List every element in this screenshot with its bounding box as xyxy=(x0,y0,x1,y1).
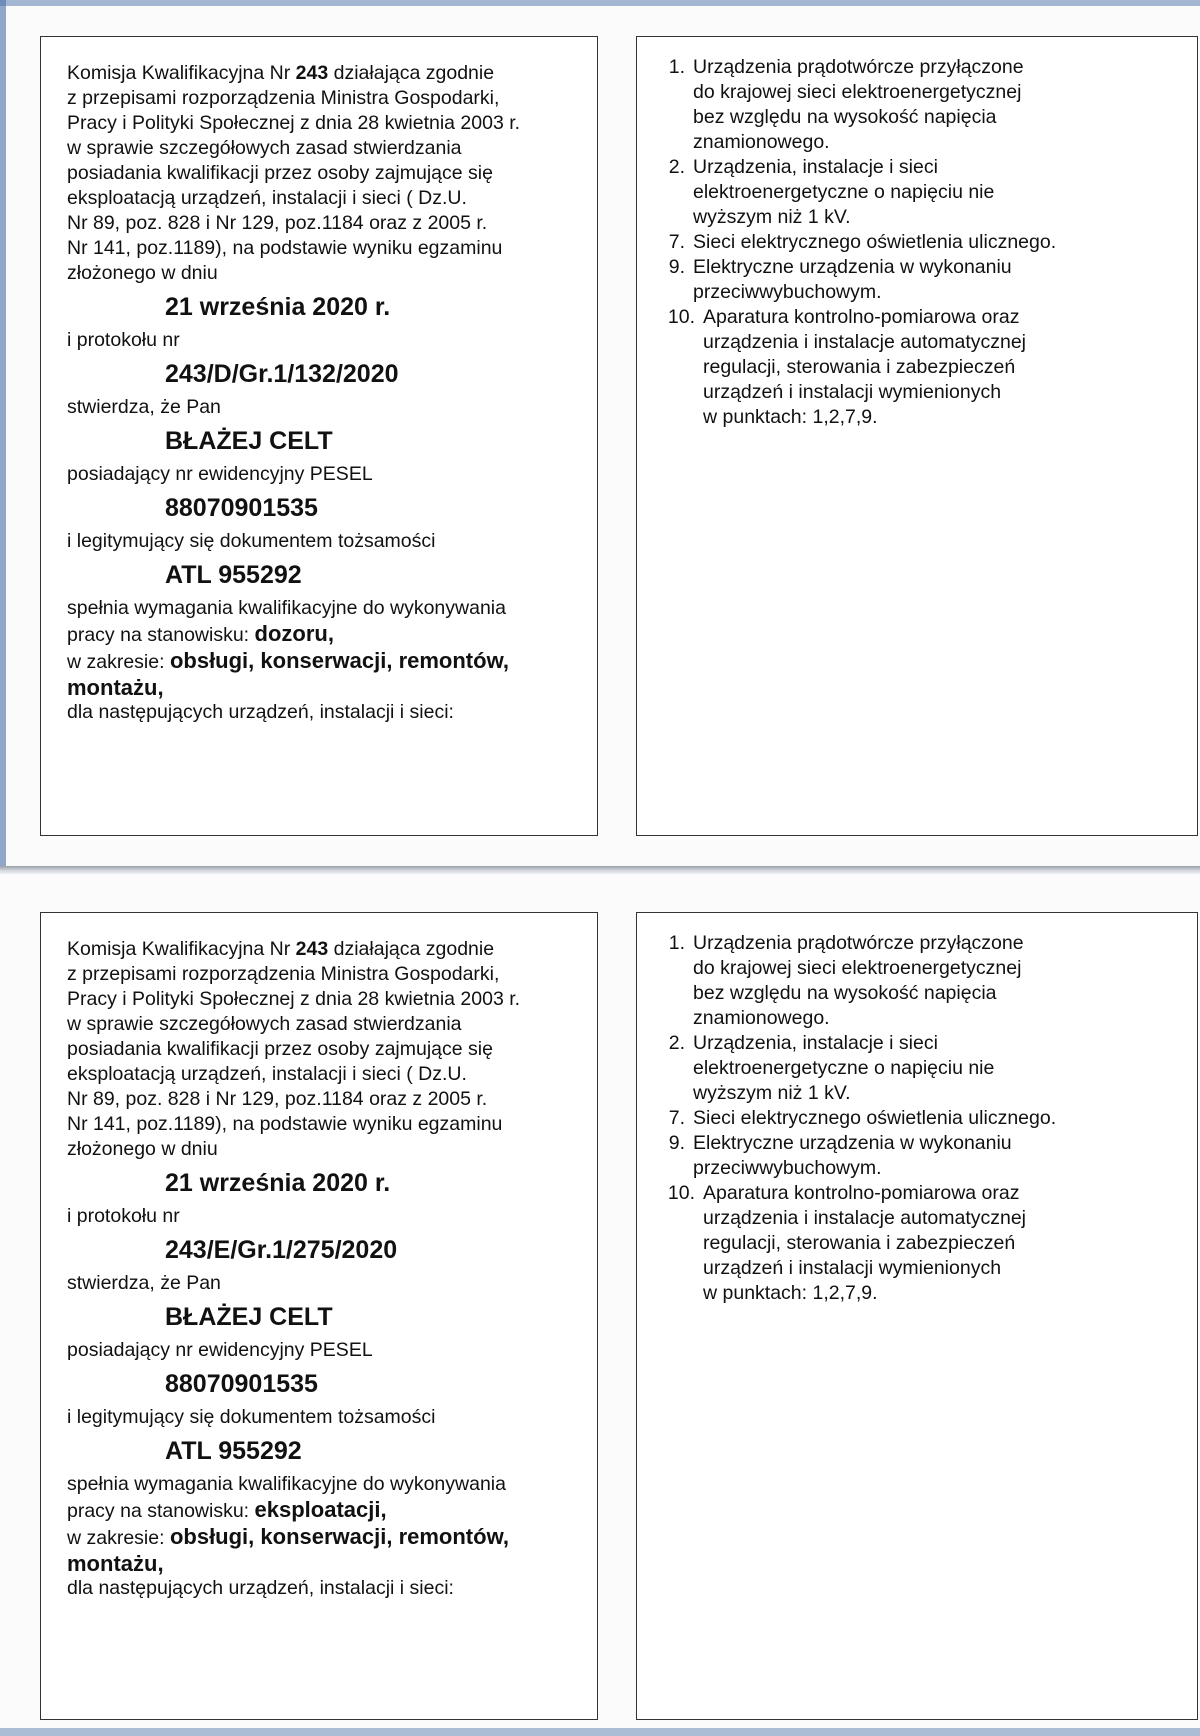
statement-label: stwierdza, że Pan xyxy=(67,1272,221,1294)
devices-list xyxy=(657,931,1187,1306)
protocol-label: i protokołu nr xyxy=(67,1205,180,1227)
sheet-divider xyxy=(0,866,1200,874)
body-line: Nr 89, poz. 828 i Nr 129, poz.1184 oraz z 2005 r. xyxy=(67,1088,488,1110)
body-line: złożonego w dniu xyxy=(67,1138,218,1160)
list-item: 9. Elektryczne urządzenia w wykonaniu przeciwwybuchowym. xyxy=(668,1132,1012,1179)
sleeve-edge xyxy=(0,1728,1200,1736)
body-line: posiadania kwalifikacji przez osoby zajmujące się xyxy=(67,162,493,184)
certificate-back-dozor xyxy=(636,36,1198,836)
body-line: eksploatacją urządzeń, instalacji i sieci ( Dz.U. xyxy=(67,1063,467,1085)
pesel-number: 88070901535 xyxy=(165,1370,318,1398)
id-label: i legitymujący się dokumentem tożsamości xyxy=(67,1406,436,1428)
exam-date: 21 września 2020 r. xyxy=(165,293,391,321)
devices-label: dla następujących urządzeń, instalacji i sieci: xyxy=(67,1577,454,1599)
certificate-back-eksploatacja xyxy=(636,912,1198,1720)
position-line: pracy na stanowisku: eksploatacji, xyxy=(67,1497,387,1522)
certificate-front-dozor xyxy=(40,36,598,836)
sleeve-edge xyxy=(0,0,6,866)
position-line: pracy na stanowisku: dozoru, xyxy=(67,621,334,646)
position-value: eksploatacji, xyxy=(254,1497,387,1522)
body-line: z przepisami rozporządzenia Ministra Gospodarki, xyxy=(67,963,500,985)
id-number: ATL 955292 xyxy=(165,561,302,589)
position-value: dozoru, xyxy=(254,621,334,646)
list-item: 2. Urządzenia, instalacje i sieci elektroenergetyczne o napięciu nie wyższym niż 1 kV. xyxy=(668,156,995,228)
list-item: 7. Sieci elektrycznego oświetlenia ulicznego. xyxy=(668,231,1057,253)
list-item: 1. Urządzenia prądotwórcze przyłączone do krajowej sieci elektroenergetycznej bez względu na wysokość napięcia znamionowego. xyxy=(668,932,1024,1029)
holder-name: BŁAŻEJ CELT xyxy=(165,1303,333,1331)
body-line: Nr 89, poz. 828 i Nr 129, poz.1184 oraz z 2005 r. xyxy=(67,212,488,234)
protocol-number: 243/E/Gr.1/275/2020 xyxy=(165,1236,398,1264)
requirement-line: spełnia wymagania kwalifikacyjne do wykonywania xyxy=(67,1473,506,1495)
body-line: Nr 141, poz.1189), na podstawie wyniku egzaminu xyxy=(67,1113,503,1135)
intro-line: Komisja Kwalifikacyjna Nr 243 działająca zgodnie xyxy=(67,62,495,84)
scope-value: obsługi, konserwacji, remontów, xyxy=(169,648,509,673)
scope-continuation: montażu, xyxy=(67,1551,164,1576)
holder-name: BŁAŻEJ CELT xyxy=(165,427,333,455)
body-line: w sprawie szczegółowych zasad stwierdzania xyxy=(67,1013,462,1035)
body-line: z przepisami rozporządzenia Ministra Gospodarki, xyxy=(67,87,500,109)
body-line: w sprawie szczegółowych zasad stwierdzania xyxy=(67,137,462,159)
list-item: 9. Elektryczne urządzenia w wykonaniu przeciwwybuchowym. xyxy=(668,256,1012,303)
list-item: 1. Urządzenia prądotwórcze przyłączone do krajowej sieci elektroenergetycznej bez względu na wysokość napięcia znamionowego. xyxy=(668,56,1024,153)
requirement-line: spełnia wymagania kwalifikacyjne do wykonywania xyxy=(67,597,506,619)
id-number: ATL 955292 xyxy=(165,1437,302,1465)
body-line: posiadania kwalifikacji przez osoby zajmujące się xyxy=(67,1038,493,1060)
body-line: Pracy i Polityki Społecznej z dnia 28 kwietnia 2003 r. xyxy=(67,988,521,1010)
body-line: złożonego w dniu xyxy=(67,262,218,284)
devices-label: dla następujących urządzeń, instalacji i sieci: xyxy=(67,701,454,723)
body-line: Pracy i Polityki Społecznej z dnia 28 kwietnia 2003 r. xyxy=(67,112,521,134)
body-line: Nr 141, poz.1189), na podstawie wyniku egzaminu xyxy=(67,237,503,259)
list-item: 2. Urządzenia, instalacje i sieci elektroenergetyczne o napięciu nie wyższym niż 1 kV. xyxy=(668,1032,995,1104)
list-item: 10. Aparatura kontrolno-pomiarowa oraz urządzenia i instalacje automatycznej regulacji, sterowania i zabezpieczeń urządzeń i instalacji wymienionych w punktach: 1,2,7,9. xyxy=(667,1182,1027,1304)
scope-continuation: montażu, xyxy=(67,675,164,700)
pesel-label: posiadający nr ewidencyjny PESEL xyxy=(67,1339,373,1361)
devices-list xyxy=(657,55,1187,430)
list-item: 10. Aparatura kontrolno-pomiarowa oraz urządzenia i instalacje automatycznej regulacji, sterowania i zabezpieczeń urządzeń i instalacji wymienionych w punktach: 1,2,7,9. xyxy=(667,306,1027,428)
body-line: eksploatacją urządzeń, instalacji i sieci ( Dz.U. xyxy=(67,187,467,209)
certificate-front-eksploatacja xyxy=(40,912,598,1720)
protocol-number: 243/D/Gr.1/132/2020 xyxy=(165,360,399,388)
exam-date: 21 września 2020 r. xyxy=(165,1169,391,1197)
protocol-label: i protokołu nr xyxy=(67,329,180,351)
id-label: i legitymujący się dokumentem tożsamości xyxy=(67,530,436,552)
intro-line: Komisja Kwalifikacyjna Nr 243 działająca zgodnie xyxy=(67,938,495,960)
scope-line: w zakresie: obsługi, konserwacji, remontów, xyxy=(67,648,509,673)
scope-value: obsługi, konserwacji, remontów, xyxy=(169,1524,509,1549)
pesel-number: 88070901535 xyxy=(165,494,318,522)
scope-line: w zakresie: obsługi, konserwacji, remontów, xyxy=(67,1524,509,1549)
sleeve-edge xyxy=(0,0,1200,6)
pesel-label: posiadający nr ewidencyjny PESEL xyxy=(67,463,373,485)
list-item: 7. Sieci elektrycznego oświetlenia ulicznego. xyxy=(668,1107,1057,1129)
statement-label: stwierdza, że Pan xyxy=(67,396,221,418)
